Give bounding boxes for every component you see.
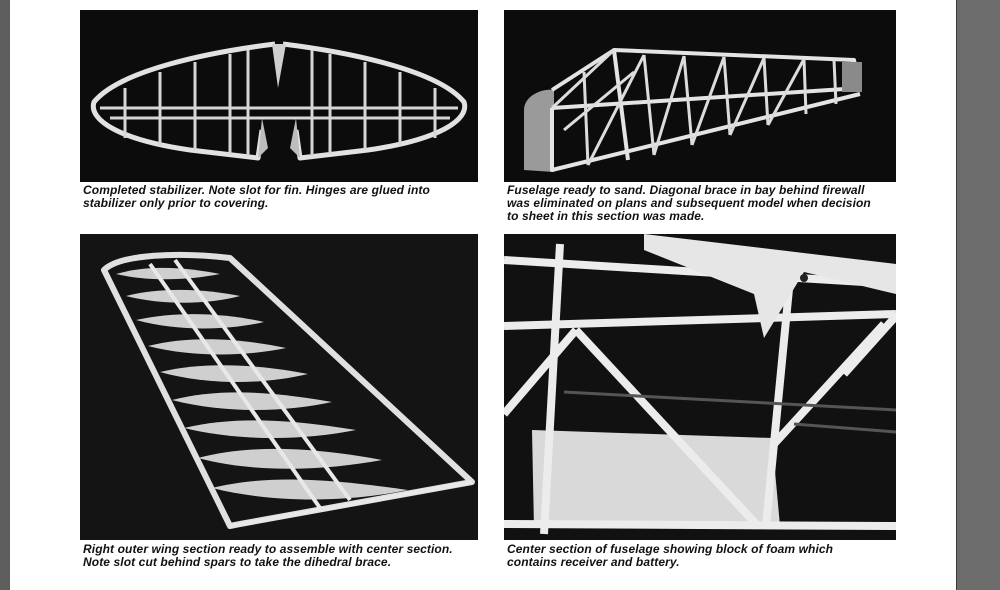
caption-line: contains receiver and battery. [507, 555, 680, 569]
viewer-right-margin [956, 0, 1000, 590]
caption-line: Note slot cut behind spars to take the dihedral brace. [83, 555, 392, 569]
wing-photo [80, 234, 478, 540]
document-page [10, 0, 956, 590]
caption-line: Fuselage ready to sand. Diagonal brace in bay behind firewall [507, 183, 865, 197]
stabilizer-caption [83, 184, 430, 210]
caption-line: was eliminated on plans and subsequent model when decision [507, 196, 871, 210]
fuselage-caption [507, 184, 871, 223]
center-section-image [504, 234, 896, 540]
caption-line: Completed stabilizer. Note slot for fin. Hinges are glued into [83, 183, 430, 197]
stabilizer-image [80, 10, 478, 182]
viewer-left-margin [0, 0, 10, 590]
caption-line: Right outer wing section ready to assemble with center section. [83, 542, 453, 556]
caption-line: stabilizer only prior to covering. [83, 196, 269, 210]
fuselage-image [504, 10, 896, 182]
caption-line: Center section of fuselage showing block of foam which [507, 542, 834, 556]
wing-caption [83, 543, 453, 569]
center-section-photo [504, 234, 896, 540]
fuselage-photo [504, 10, 896, 182]
stabilizer-photo [80, 10, 478, 182]
caption-line: to sheet in this section was made. [507, 209, 705, 223]
center-section-caption [507, 543, 833, 569]
wing-image [80, 234, 478, 540]
